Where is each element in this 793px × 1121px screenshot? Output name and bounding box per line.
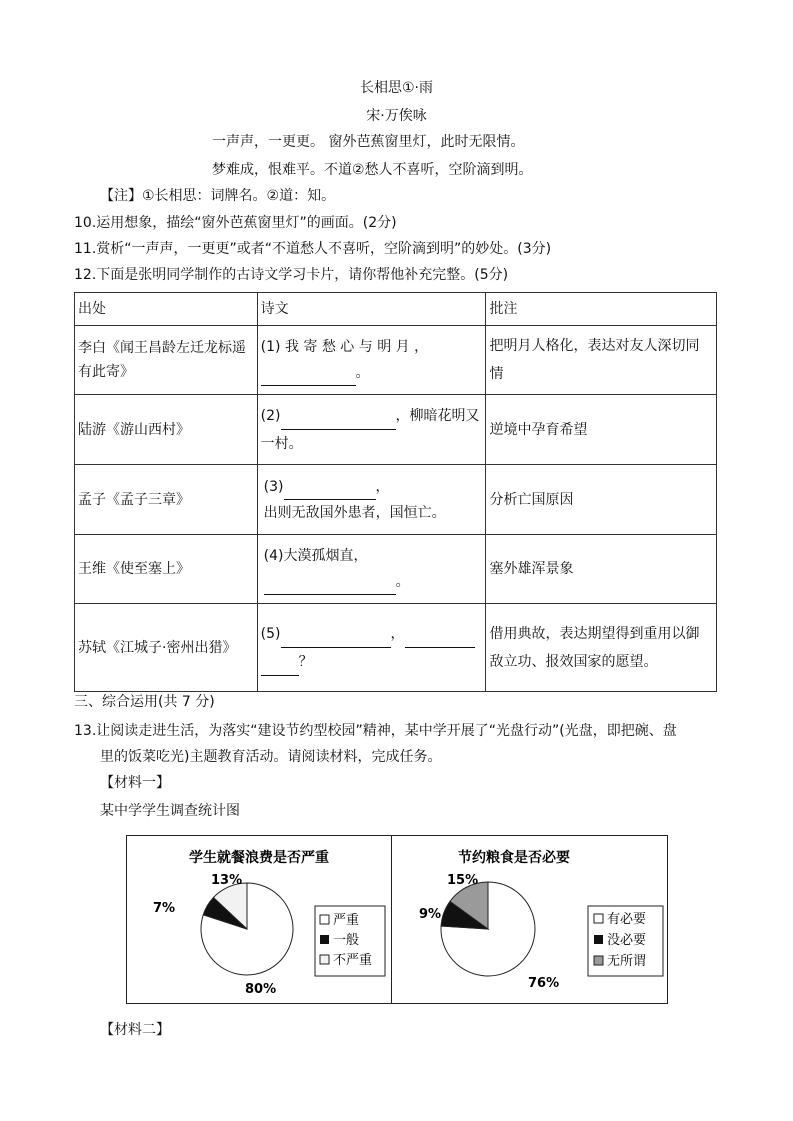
header-source: 出处 — [75, 293, 258, 326]
question-13-line-1: 13.让阅读走进生活，为落实“建设节约型校园”精神，某中学开展了“光盘行动”(光盘，即把碗、盘 — [74, 723, 677, 739]
pie-label-7: 7% — [153, 901, 176, 916]
row-source: 李白《闻王昌龄左迁龙标遥有此寄》 — [75, 326, 258, 395]
chart-title: 节约粮食是否必要 — [458, 850, 570, 866]
row-note: 把明月人格化，表达对友人深切同情 — [486, 326, 717, 395]
table-row — [75, 465, 717, 535]
poem-note: 【注】①长相思：词牌名。②道：知。 — [100, 188, 336, 204]
table-row — [75, 395, 717, 465]
table-row — [75, 326, 717, 395]
legend-swatch-severe — [320, 915, 329, 924]
poem-text: 。 — [395, 574, 410, 590]
header-note: 批注 — [486, 293, 717, 326]
pie-label-80: 80% — [245, 982, 277, 997]
poem-author: 宋·万俟咏 — [366, 108, 427, 124]
answer-blank-4[interactable] — [264, 578, 396, 595]
answer-blank-1[interactable] — [261, 369, 356, 386]
pie-chart-waste — [127, 836, 391, 1002]
poem-text: (5) — [260, 625, 281, 642]
pie-label-13: 13% — [211, 873, 243, 888]
answer-blank-5a[interactable] — [281, 631, 391, 648]
legend-label: 有必要 — [607, 912, 647, 927]
row-poem — [257, 465, 486, 535]
legend-label: 不严重 — [333, 953, 373, 968]
row-poem — [257, 395, 486, 465]
legend-swatch-necessary — [594, 914, 603, 923]
table-row — [75, 604, 717, 692]
row-note: 逆境中孕育希望 — [486, 395, 717, 465]
row-source: 陆游《游山西村》 — [75, 395, 258, 465]
legend-label: 一般 — [333, 933, 360, 948]
chart-necessity — [391, 836, 666, 1003]
legend-label: 严重 — [333, 913, 360, 928]
legend — [315, 906, 385, 976]
question-11: 11.赏析“一声声，一更更”或者“不道愁人不喜听，空阶滴到明”的妙处。(3分) — [74, 241, 552, 257]
row-poem — [257, 326, 486, 395]
chart-waste — [127, 836, 392, 1003]
question-13-line-2: 里的饭菜吃光)主题教育活动。请阅读材料，完成任务。 — [100, 749, 442, 765]
table-header-row — [75, 293, 717, 326]
study-card-table — [74, 292, 717, 692]
legend-swatch-indifferent — [594, 956, 603, 965]
poem-text: (4)大漠孤烟直， — [263, 548, 368, 564]
answer-blank-3[interactable] — [284, 483, 376, 500]
legend-label: 无所谓 — [607, 954, 647, 969]
pie-label-15: 15% — [447, 873, 479, 888]
poem-text: ， — [375, 478, 390, 495]
row-note: 借用典故，表达期望得到重用以御敌立功、报效国家的愿望。 — [486, 604, 717, 692]
pie-slices — [441, 882, 535, 976]
row-note: 塞外雄浑景象 — [486, 535, 717, 604]
poem-title: 长相思①·雨 — [359, 80, 433, 96]
poem-text: (1) 我 寄 愁 心 与 明 月 ， — [260, 339, 429, 355]
section-heading: 三、综合运用(共 7 分) — [74, 694, 215, 710]
pie-slices — [201, 883, 293, 975]
answer-blank-2[interactable] — [281, 413, 396, 430]
row-source: 王维《使至塞上》 — [75, 535, 258, 604]
survey-caption: 某中学学生调查统计图 — [100, 803, 240, 819]
answer-blank-5b[interactable] — [405, 631, 475, 648]
poem-text: (2) — [260, 407, 281, 424]
row-poem — [257, 535, 486, 604]
poem-text: ， — [390, 625, 405, 642]
row-note: 分析亡国原因 — [486, 465, 717, 535]
question-12: 12.下面是张明同学制作的古诗文学习卡片，请你帮他补充完整。(5分) — [74, 267, 509, 283]
chart-title: 学生就餐浪费是否严重 — [189, 850, 329, 866]
poem-line-2: 梦难成，恨难平。不道②愁人不喜听，空阶滴到明。 — [212, 162, 533, 178]
pie-label-9: 9% — [419, 907, 442, 922]
table-row — [75, 535, 717, 604]
legend-swatch-unnecessary — [594, 935, 603, 944]
material-1-label: 【材料一】 — [100, 775, 170, 791]
poem-line-1: 一声声，一更更。 窗外芭蕉窗里灯，此时无限情。 — [212, 134, 525, 150]
legend — [588, 906, 663, 976]
poem-text: 出则无敌国外患者，国恒亡。 — [263, 504, 446, 521]
legend-swatch-not-severe — [320, 955, 329, 964]
survey-chart-box — [126, 835, 668, 1004]
question-10: 10.运用想象，描绘“窗外芭蕉窗里灯”的画面。(2分) — [74, 215, 397, 231]
pie-chart-necessity — [391, 836, 666, 1002]
poem-text: 。 — [355, 365, 370, 381]
poem-text: ，柳暗花明又一村。 — [260, 407, 480, 452]
material-2-label: 【材料二】 — [100, 1022, 170, 1038]
poem-text: ？ — [298, 653, 313, 670]
row-poem — [257, 604, 486, 692]
legend-swatch-average — [320, 935, 329, 944]
pie-label-76: 76% — [528, 976, 560, 991]
row-source: 孟子《孟子三章》 — [75, 465, 258, 535]
answer-blank-5c[interactable] — [261, 659, 299, 676]
poem-text: (3) — [263, 478, 284, 495]
row-source: 苏轼《江城子·密州出猎》 — [75, 604, 258, 692]
legend-label: 没必要 — [607, 933, 647, 948]
header-poem: 诗文 — [257, 293, 486, 326]
